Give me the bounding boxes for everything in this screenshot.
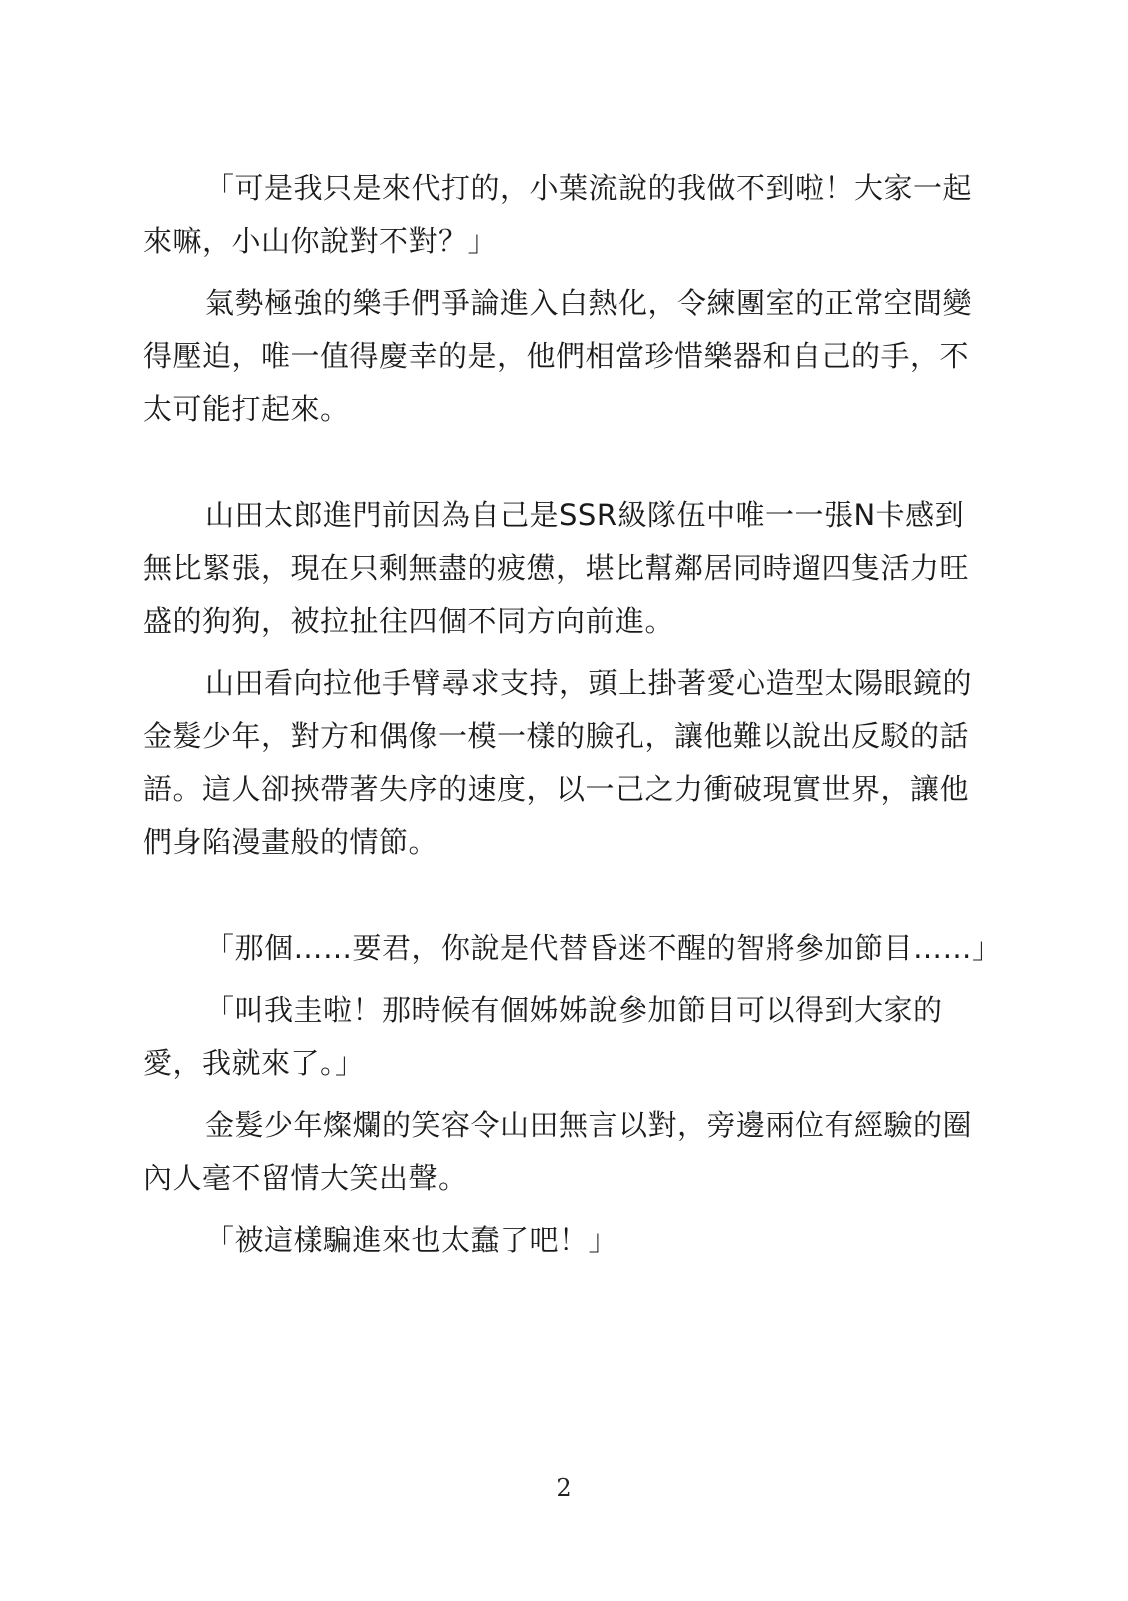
scene-break <box>143 436 993 489</box>
paragraph-6: 「叫我圭啦！那時候有個姊姊說參加節目可以得到大家的愛，我就來了。」 <box>143 993 943 1080</box>
page-number: 2 <box>556 1474 572 1502</box>
paragraph-7: 金髮少年燦爛的笑容令山田無言以對，旁邊兩位有經驗的圈內人毫不留情大笑出聲。 <box>143 1108 973 1195</box>
paragraph-1: 「可是我只是來代打的，小葉流說的我做不到啦！大家一起來嘛，小山你說對不對？」 <box>143 171 973 258</box>
scene-break <box>143 869 993 922</box>
paragraph-5: 「那個……要君，你說是代替昏迷不醒的智將參加節目……」 <box>205 931 1002 965</box>
paragraph-2: 氣勢極強的樂手們爭論進入白熱化，令練團室的正常空間變得壓迫，唯一值得慶幸的是，他們相當珍惜樂器和自己的手，不太可能打起來。 <box>143 286 973 426</box>
paragraph-3: 山田太郎進門前因為自己是SSR級隊伍中唯一一張N卡感到無比緊張，現在只剩無盡的疲憊，堪比幫鄰居同時遛四隻活力旺盛的狗狗，被拉扯往四個不同方向前進。 <box>143 498 970 638</box>
body-text <box>143 162 1002 1267</box>
paragraph-4: 山田看向拉他手臂尋求支持，頭上掛著愛心造型太陽眼鏡的金髮少年，對方和偶像一模一樣的臉孔，讓他難以說出反駁的話語。這人卻挾帶著失序的速度，以一己之力衝破現實世界，讓他們身陷漫畫般的情節。 <box>143 666 973 859</box>
paragraph-8: 「被這樣騙進來也太蠢了吧！」 <box>205 1223 619 1257</box>
